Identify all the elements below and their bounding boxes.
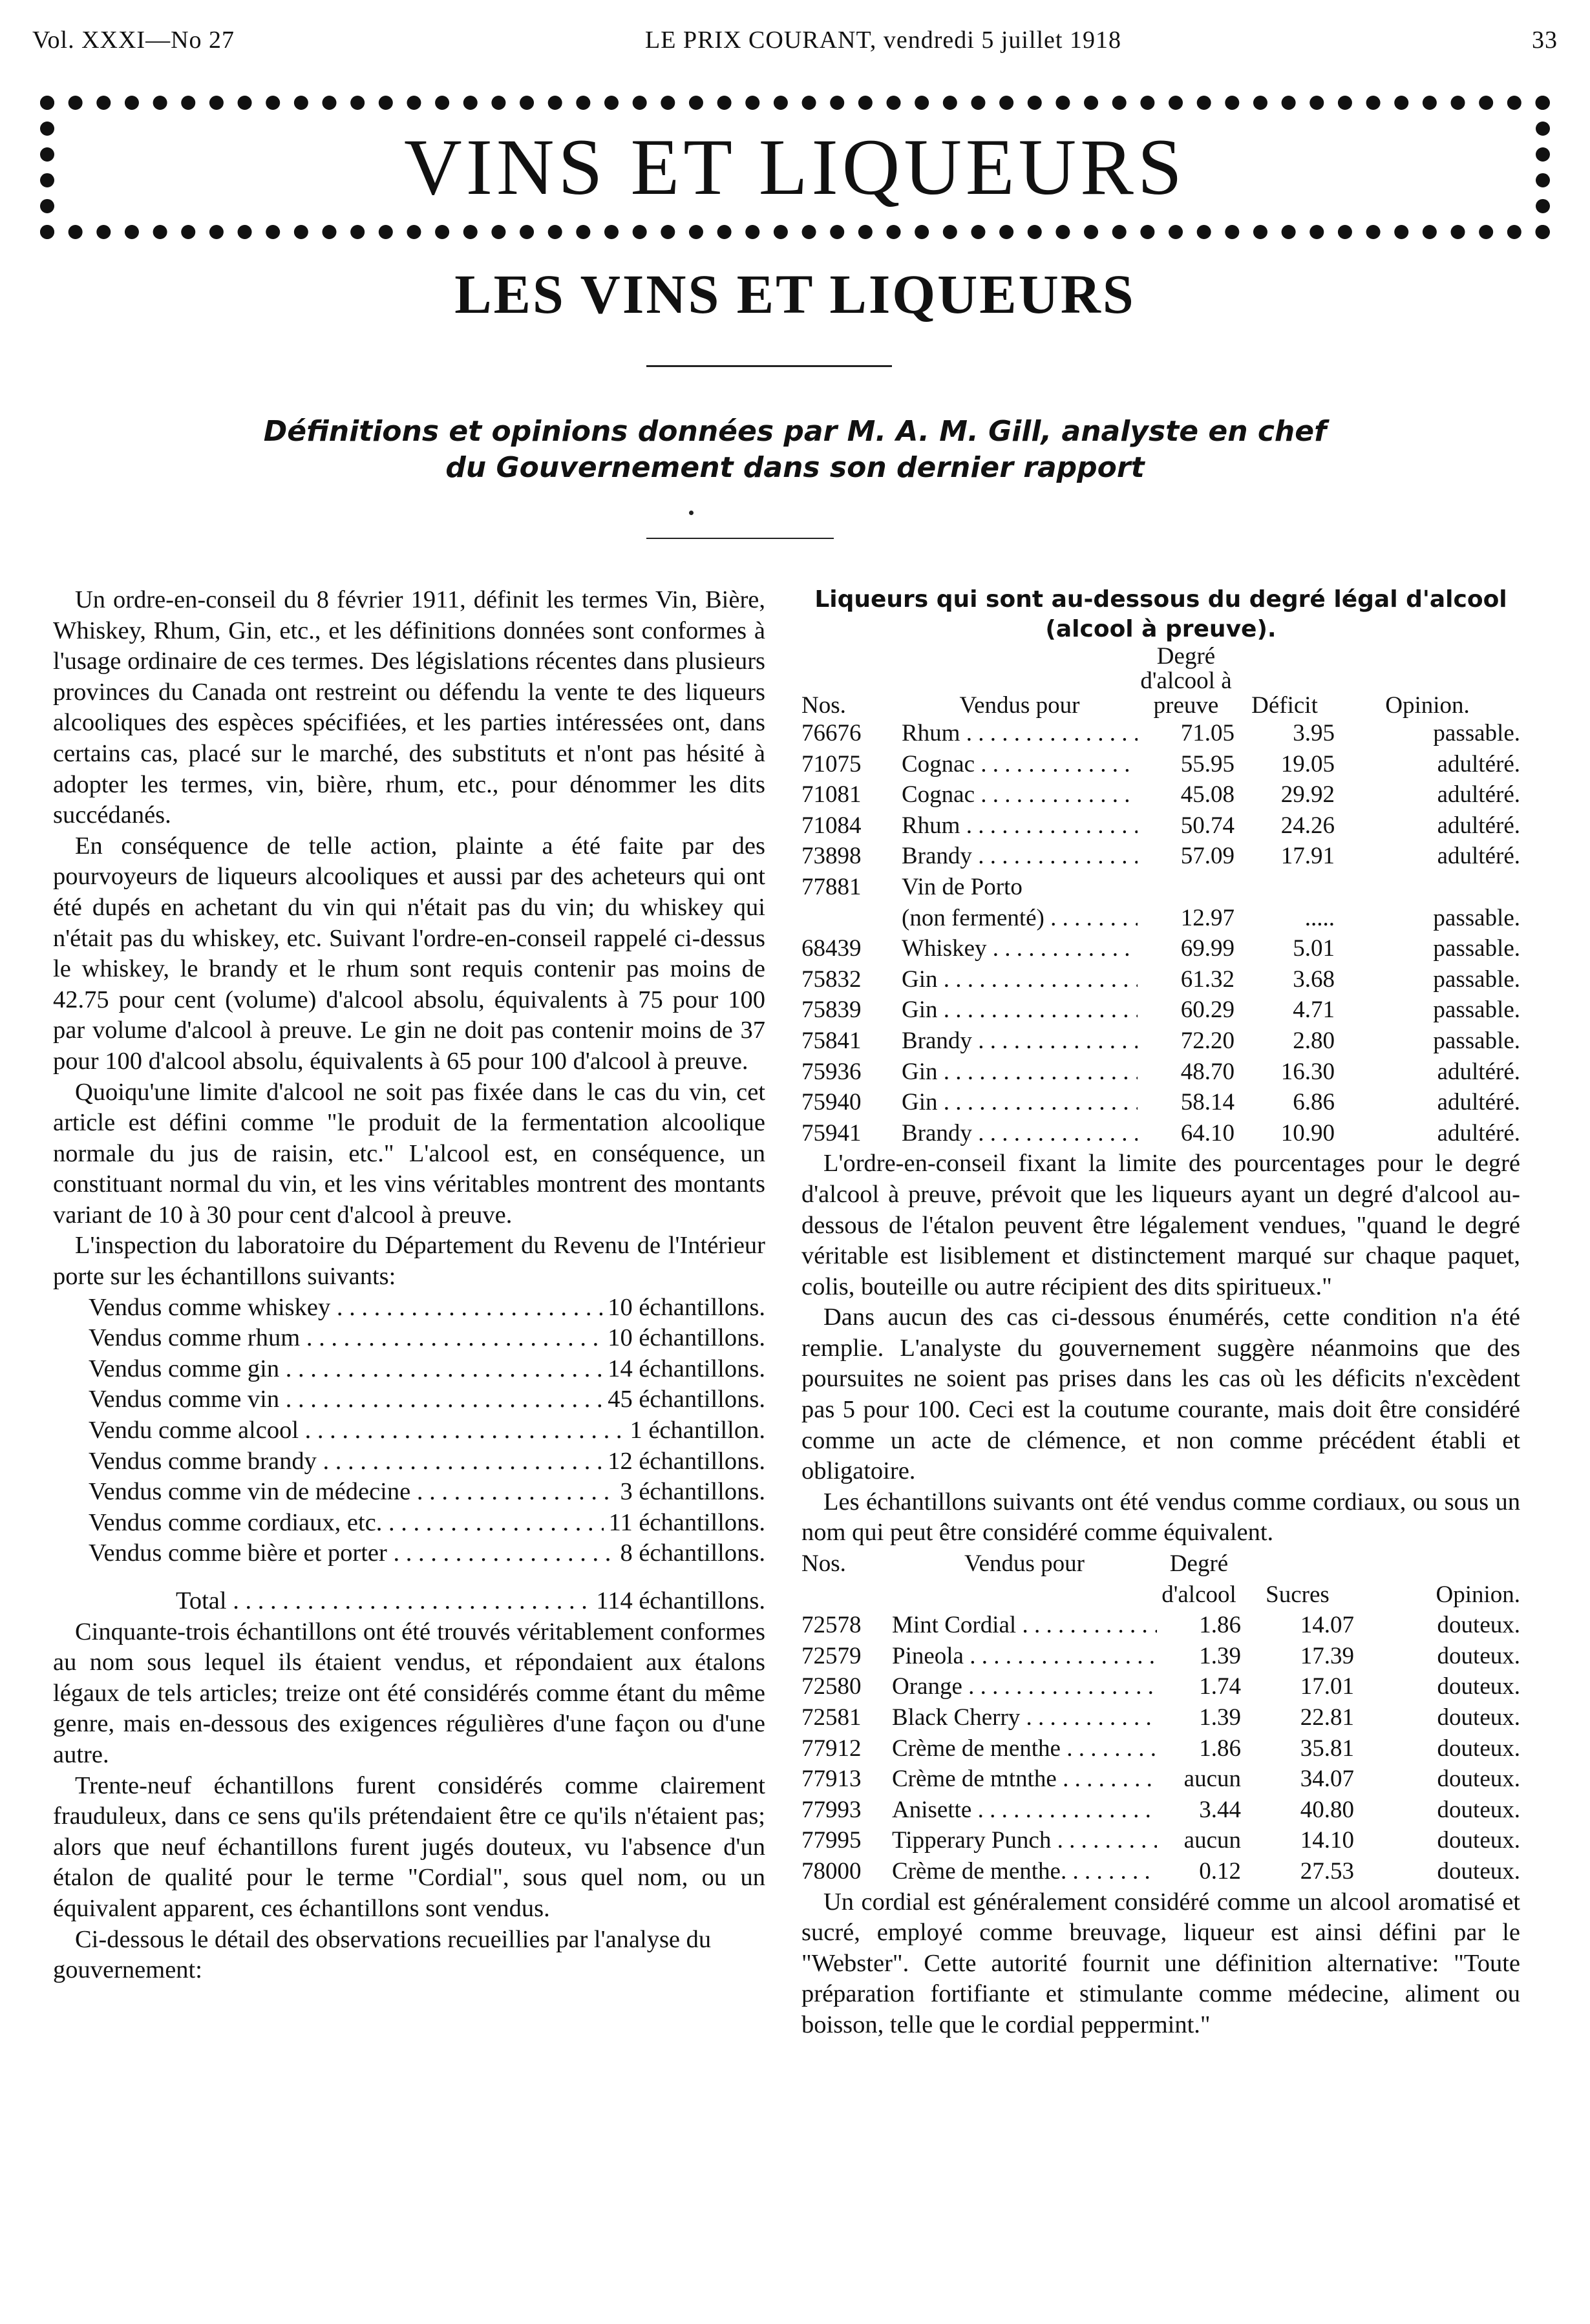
cell-proof-degree: 48.70 bbox=[1180, 1058, 1235, 1085]
cell-number: 77881 bbox=[801, 873, 862, 900]
sample-row bbox=[89, 1477, 765, 1508]
table-row bbox=[801, 1026, 1520, 1057]
cell-opinion: adultéré. bbox=[1437, 781, 1520, 808]
sample-count: 3 échantillons. bbox=[620, 1478, 765, 1506]
cell-proof-degree: 58.14 bbox=[1180, 1089, 1235, 1116]
sample-count: 10 échantillons. bbox=[608, 1293, 765, 1321]
left-column bbox=[53, 585, 765, 1986]
cell-proof-degree: 55.95 bbox=[1180, 750, 1235, 777]
cell-deficit: 19.05 bbox=[1280, 750, 1335, 777]
col-header-deficit: Déficit bbox=[1251, 692, 1318, 718]
cell-sold-as: Cognac . . . bbox=[902, 779, 1138, 810]
cell-opinion: douteux. bbox=[1437, 1827, 1520, 1854]
col-header-vendus: Vendus pour bbox=[964, 1550, 1085, 1578]
paragraph: Les échantillons suivants ont été vendus comme cordiaux, ou sous un nom qui peut être considéré comme équivalent. bbox=[801, 1488, 1520, 1547]
cell-sold-as: Crème de mtnthe . . . bbox=[892, 1764, 1157, 1795]
cell-opinion: passable. bbox=[1433, 720, 1520, 746]
table-row bbox=[801, 1610, 1520, 1641]
col-header-degre: Degré d'alcool bbox=[1161, 1550, 1236, 1608]
cell-proof-degree: 57.09 bbox=[1180, 843, 1235, 870]
paragraph: Dans aucun des cas ci-dessous énumérés, cette condition n'a été remplie. L'analyste du gouvernement suggère néanmoins que des poursuites ne soient pas prises dans les cas où les déficits n'excèdent pas 5 pour 100. Ceci est la coutume courante, mais doit être considéré comme un acte de clémence, et non comme précédent établi et obligatoire. bbox=[801, 1304, 1520, 1485]
cell-proof-degree: 12.97 bbox=[1180, 904, 1235, 931]
cell-number: 75941 bbox=[801, 1119, 862, 1146]
cell-deficit: ..... bbox=[1304, 904, 1335, 931]
cell-alcohol-degree: aucun bbox=[1183, 1827, 1241, 1854]
paragraph: Un cordial est généralement considéré comme un alcool aromatisé et sucré, employé comme breuvage, liqueur est ainsi défini par le "Webster". Cette autorité fournit une définition alternative: "Toute préparation fortifiante et stimulante comme médecine, aliment ou boisson, telle que le cordial peppermint." bbox=[801, 1888, 1520, 2038]
cell-deficit: 4.71 bbox=[1293, 997, 1335, 1024]
paragraph: En conséquence de telle action, plainte a été faite par des pourvoyeurs de liqueurs alcooliques et aussi par des acheteurs qui ont été dupés en achetant du vin qui n'était pas du vin; du whiskey qui n'était pas du whiskey, etc. Suivant l'ordre-en-conseil rappelé ci-dessus le whiskey, le brandy et le rhum sont requis contenir pas moins de 42.75 pour cent (volume) d'alcool absolu, équivalents à 75 pour 100 par volume d'alcool à preuve. Le gin ne doit pas contenir moins de 37 pour 100 d'alcool absolu, équivalents à 65 pour 100 d'alcool à preuve. bbox=[53, 832, 765, 1075]
cell-alcohol-degree: 1.86 bbox=[1199, 1612, 1241, 1639]
cell-sold-as: Rhum . . . bbox=[902, 810, 1138, 841]
sample-count: 8 échantillons. bbox=[620, 1539, 765, 1567]
col-header-opinion: Opinion. bbox=[1436, 1581, 1520, 1608]
section-title: VINS ET LIQUEURS bbox=[404, 123, 1186, 211]
table-row bbox=[801, 903, 1520, 934]
cell-number: 72581 bbox=[801, 1704, 862, 1731]
cell-opinion: douteux. bbox=[1437, 1673, 1520, 1700]
col-header-vendus: Vendus pour bbox=[959, 692, 1080, 718]
below-proof-table bbox=[801, 644, 1520, 1148]
subtitle-line-2: du Gouvernement dans son dernier rapport bbox=[445, 451, 1145, 484]
cell-number: 77995 bbox=[801, 1827, 862, 1854]
cell-number: 75841 bbox=[801, 1027, 862, 1054]
cell-alcohol-degree: aucun bbox=[1183, 1766, 1241, 1793]
cell-deficit: 3.95 bbox=[1293, 720, 1335, 746]
cell-sold-as: Gin . . . bbox=[902, 964, 1138, 995]
cell-sugars: 17.01 bbox=[1300, 1673, 1354, 1700]
table-row bbox=[801, 1671, 1520, 1702]
paragraph: Trente-neuf échantillons furent considérés comme clairement frauduleux, dans ce sens qu'ils prétendaient être ce qu'ils n'étaient pas; alors que neuf échantillons furent jugés douteux, vu l'absence d'un étalon de qualité pour le terme "Cordial", sous quel nom, ou un équivalent apparent, ces échantillons sont vendus. bbox=[53, 1771, 765, 1922]
cell-sold-as: Gin . . . bbox=[902, 1057, 1138, 1088]
cell-opinion: douteux. bbox=[1437, 1704, 1520, 1731]
cell-alcohol-degree: 1.39 bbox=[1199, 1704, 1241, 1731]
sample-count: 45 échantillons. bbox=[608, 1386, 765, 1413]
sample-count: 11 échantillons. bbox=[608, 1508, 765, 1536]
sample-label: Vendus comme rhum . . . bbox=[89, 1323, 602, 1354]
sample-label: Vendus comme gin . . . bbox=[89, 1354, 602, 1385]
article-subtitle bbox=[0, 414, 1590, 486]
col-header-degre: Degré d'alcool à preuve bbox=[1140, 644, 1232, 718]
cell-opinion: adultéré. bbox=[1437, 843, 1520, 870]
volume-number: Vol. XXXI—No 27 bbox=[32, 26, 235, 54]
cell-proof-degree: 50.74 bbox=[1180, 812, 1235, 839]
cell-sugars: 27.53 bbox=[1300, 1857, 1354, 1885]
cell-deficit: 16.30 bbox=[1280, 1058, 1335, 1085]
cell-deficit: 2.80 bbox=[1293, 1027, 1335, 1054]
sample-label: Vendus comme cordiaux, etc. . . . bbox=[89, 1508, 604, 1539]
cell-deficit bbox=[1235, 872, 1335, 903]
sample-label: Vendus comme whiskey . . . bbox=[89, 1293, 602, 1324]
cell-number bbox=[801, 903, 902, 934]
cell-sold-as: (non fermenté) . . . bbox=[902, 903, 1138, 934]
cell-sold-as: Rhum . . . bbox=[902, 718, 1138, 749]
section-banner bbox=[40, 96, 1550, 239]
cell-deficit: 29.92 bbox=[1280, 781, 1335, 808]
table-row bbox=[801, 1856, 1520, 1887]
cell-sugars: 14.10 bbox=[1300, 1827, 1354, 1854]
sample-count: 12 échantillons. bbox=[608, 1447, 765, 1475]
cell-number: 68439 bbox=[801, 935, 862, 962]
table-row bbox=[801, 749, 1520, 780]
cell-sold-as: Whiskey . . . bbox=[902, 933, 1138, 964]
cell-number: 78000 bbox=[801, 1857, 862, 1885]
sample-row bbox=[89, 1384, 765, 1415]
cell-opinion: passable. bbox=[1433, 1027, 1520, 1054]
cell-sold-as: Brandy . . . bbox=[902, 1026, 1138, 1057]
right-column bbox=[801, 585, 1520, 2041]
cell-deficit: 6.86 bbox=[1293, 1089, 1335, 1116]
cell-deficit: 10.90 bbox=[1280, 1119, 1335, 1146]
cell-opinion: passable. bbox=[1433, 997, 1520, 1024]
cell-sold-as: Brandy . . . bbox=[902, 841, 1138, 872]
table-row bbox=[801, 841, 1520, 872]
samples-total bbox=[176, 1586, 765, 1617]
cell-number: 77912 bbox=[801, 1735, 862, 1762]
sample-row bbox=[89, 1446, 765, 1477]
cell-opinion: douteux. bbox=[1437, 1642, 1520, 1669]
title-rule bbox=[646, 365, 892, 367]
publication-line: LE PRIX COURANT, vendredi 5 juillet 1918 bbox=[645, 26, 1121, 54]
cell-sold-as: Tipperary Punch . . . bbox=[892, 1825, 1157, 1856]
cell-opinion: passable. bbox=[1433, 966, 1520, 993]
col-header-nos: Nos. bbox=[801, 1550, 846, 1578]
cell-sold-as: Orange . . . bbox=[892, 1671, 1157, 1702]
cell-alcohol-degree: 1.86 bbox=[1199, 1735, 1241, 1762]
table-row bbox=[801, 1057, 1520, 1088]
cell-number: 75936 bbox=[801, 1058, 862, 1085]
cell-sold-as: Mint Cordial . . . bbox=[892, 1610, 1157, 1641]
cell-proof-degree: 61.32 bbox=[1180, 966, 1235, 993]
table-row bbox=[801, 1702, 1520, 1733]
table1-title: Liqueurs qui sont au-dessous du degré légal d'alcool (alcool à preuve). bbox=[814, 586, 1507, 642]
cell-deficit: 5.01 bbox=[1293, 935, 1335, 962]
paragraph: Quoiqu'une limite d'alcool ne soit pas fixée dans le cas du vin, cet article est défini comme "le produit de la fermentation alcoolique normale du jus de raisin, etc." L'alcool est, en conséquence, un constituant normal du vin, et les vins véritables montrent des montants variant de 10 à 30 pour cent d'alcool à preuve. bbox=[53, 1078, 765, 1229]
cell-number: 73898 bbox=[801, 843, 862, 870]
cell-sold-as: Anisette . . . bbox=[892, 1795, 1157, 1826]
cell-number: 76676 bbox=[801, 720, 862, 746]
table-row bbox=[801, 995, 1520, 1026]
table-row bbox=[801, 779, 1520, 810]
samples-list bbox=[89, 1293, 765, 1569]
table-row bbox=[801, 1087, 1520, 1118]
col-header-nos: Nos. bbox=[801, 692, 846, 718]
cell-proof-degree: 71.05 bbox=[1180, 720, 1235, 746]
paragraph: Ci-dessous le détail des observations recueillies par l'analyse du gouvernement: bbox=[53, 1925, 712, 1984]
sample-label: Vendus comme vin de médecine . . . bbox=[89, 1477, 615, 1508]
table-row bbox=[801, 1641, 1520, 1672]
cell-sold-as: Crème de menthe. . . . bbox=[892, 1856, 1157, 1887]
col-header-sucres: Sucres bbox=[1266, 1581, 1330, 1608]
cell-proof-degree: 45.08 bbox=[1180, 781, 1235, 808]
cell-opinion: passable. bbox=[1433, 904, 1520, 931]
table-row bbox=[801, 1764, 1520, 1795]
cell-opinion: adultéré. bbox=[1437, 1089, 1520, 1116]
table-row bbox=[801, 718, 1520, 749]
cell-proof-degree: 64.10 bbox=[1180, 1119, 1235, 1146]
cell-number: 71081 bbox=[801, 781, 862, 808]
table-row bbox=[801, 1825, 1520, 1856]
paragraph: L'inspection du laboratoire du Département du Revenu de l'Intérieur porte sur les échantillons suivants: bbox=[53, 1232, 765, 1291]
cell-number: 75839 bbox=[801, 997, 862, 1024]
ornament-dot bbox=[689, 511, 694, 515]
cell-number: 75832 bbox=[801, 966, 862, 993]
cell-opinion: adultéré. bbox=[1437, 1119, 1520, 1146]
cell-proof-degree: 72.20 bbox=[1180, 1027, 1235, 1054]
col-header-opinion: Opinion. bbox=[1385, 692, 1470, 718]
cell-sugars: 34.07 bbox=[1300, 1766, 1354, 1793]
paragraph: L'ordre-en-conseil fixant la limite des pourcentages pour le degré d'alcool à preuve, prévoit que les liqueurs ayant un degré d'alcool au-dessous de l'étalon peuvent être légalement vendues, "quand le degré véritable est lisiblement et distinctement marqué sur chaque paquet, colis, bouteille ou autre récipient des dits spiritueux." bbox=[801, 1150, 1520, 1300]
cell-sold-as: Vin de Porto bbox=[902, 873, 1023, 900]
sample-row bbox=[89, 1323, 765, 1354]
cell-sugars: 40.80 bbox=[1300, 1796, 1354, 1823]
table-row bbox=[801, 872, 1520, 903]
cell-opinion: adultéré. bbox=[1437, 812, 1520, 839]
table-row bbox=[801, 964, 1520, 995]
cell-sugars: 35.81 bbox=[1300, 1735, 1354, 1762]
cell-proof-degree: 69.99 bbox=[1180, 935, 1235, 962]
total-value: 114 échantillons. bbox=[596, 1587, 765, 1614]
sample-row bbox=[89, 1415, 765, 1446]
cell-number: 77913 bbox=[801, 1766, 862, 1793]
sample-label: Vendus comme brandy . . . bbox=[89, 1446, 602, 1477]
sample-label: Vendu comme alcool . . . bbox=[89, 1415, 624, 1446]
cell-deficit: 24.26 bbox=[1280, 812, 1335, 839]
sample-count: 1 échantillon. bbox=[630, 1417, 765, 1444]
sample-row bbox=[89, 1354, 765, 1385]
sample-row bbox=[89, 1538, 765, 1569]
table-row bbox=[801, 1795, 1520, 1826]
cell-alcohol-degree: 3.44 bbox=[1199, 1796, 1241, 1823]
cell-sold-as: Gin . . . bbox=[902, 995, 1138, 1026]
table-row bbox=[801, 1118, 1520, 1149]
cell-proof-degree: 60.29 bbox=[1180, 997, 1235, 1024]
cordials-table bbox=[801, 1548, 1520, 1887]
cell-number: 72579 bbox=[801, 1642, 862, 1669]
running-header bbox=[32, 26, 1558, 54]
total-label: Total . . . bbox=[176, 1586, 591, 1617]
cell-deficit: 3.68 bbox=[1293, 966, 1335, 993]
sample-count: 10 échantillons. bbox=[608, 1324, 765, 1352]
paragraph: Un ordre-en-conseil du 8 février 1911, définit les termes Vin, Bière, Whiskey, Rhum, Gin, etc., et les définitions données sont conformes à l'usage ordinaire de ces termes. Des législations récentes dans plusieurs provinces du Canada ont restreint ou défendu la vente te des liqueurs alcooliques des espèces spécifiées, et les parties intéressées ont, dans certains cas, placé sur le marché, des substituts et n'ont pas hésité à adopter les termes, vin, bière, rhum, etc., pour dénommer les dits succédanés. bbox=[53, 586, 765, 829]
cell-alcohol-degree: 1.39 bbox=[1199, 1642, 1241, 1669]
cell-opinion bbox=[1335, 872, 1520, 903]
cell-opinion: passable. bbox=[1433, 935, 1520, 962]
cell-sold-as: Cognac . . . bbox=[902, 749, 1138, 780]
cell-sold-as: Pineola . . . bbox=[892, 1641, 1157, 1672]
cell-deficit: 17.91 bbox=[1280, 843, 1335, 870]
cell-alcohol-degree: 1.74 bbox=[1199, 1673, 1241, 1700]
cell-number: 77993 bbox=[801, 1796, 862, 1823]
sample-row bbox=[89, 1508, 765, 1539]
cell-sold-as: Gin . . . bbox=[902, 1087, 1138, 1118]
table-row bbox=[801, 810, 1520, 841]
cell-alcohol-degree: 0.12 bbox=[1199, 1857, 1241, 1885]
cell-opinion: douteux. bbox=[1437, 1766, 1520, 1793]
subtitle-rule bbox=[646, 538, 834, 539]
cell-opinion: douteux. bbox=[1437, 1735, 1520, 1762]
cell-opinion: douteux. bbox=[1437, 1612, 1520, 1639]
paragraph: Cinquante-trois échantillons ont été trouvés véritablement conformes au nom sous lequel ils étaient vendus, et répondaient aux étalons légaux de tels articles; treize ont été considérés comme étant du même genre, mais en-dessous des exigences régulières d'une façon ou d'une autre. bbox=[53, 1618, 765, 1768]
cell-opinion: douteux. bbox=[1437, 1857, 1520, 1885]
cell-opinion: adultéré. bbox=[1437, 1058, 1520, 1085]
cell-sold-as: Brandy . . . bbox=[902, 1118, 1138, 1149]
sample-label: Vendus comme bière et porter . . . bbox=[89, 1538, 615, 1569]
sample-count: 14 échantillons. bbox=[608, 1355, 765, 1382]
subtitle-line-1: Définitions et opinions données par M. A. M. Gill, analyste en chef bbox=[263, 415, 1327, 448]
cell-sugars: 22.81 bbox=[1300, 1704, 1354, 1731]
cell-number: 71075 bbox=[801, 750, 862, 777]
table-row bbox=[801, 1733, 1520, 1764]
cell-opinion: adultéré. bbox=[1437, 750, 1520, 777]
cell-sugars: 14.07 bbox=[1300, 1612, 1354, 1639]
cell-number: 75940 bbox=[801, 1089, 862, 1116]
cell-number: 71084 bbox=[801, 812, 862, 839]
sample-row bbox=[89, 1293, 765, 1324]
sample-label: Vendus comme vin . . . bbox=[89, 1384, 602, 1415]
cell-sugars: 17.39 bbox=[1300, 1642, 1354, 1669]
table-header-row bbox=[801, 644, 1520, 718]
cell-sold-as: Crème de menthe . . . bbox=[892, 1733, 1157, 1764]
cell-sold-as: Black Cherry . . . bbox=[892, 1702, 1157, 1733]
cell-number: 72580 bbox=[801, 1673, 862, 1700]
article-title: LES VINS ET LIQUEURS bbox=[454, 263, 1136, 325]
page-number: 33 bbox=[1531, 26, 1558, 54]
table-row bbox=[801, 933, 1520, 964]
cell-opinion: douteux. bbox=[1437, 1796, 1520, 1823]
cell-proof-degree bbox=[1138, 872, 1235, 903]
table-header-row bbox=[801, 1548, 1520, 1610]
cell-number: 72578 bbox=[801, 1612, 862, 1639]
